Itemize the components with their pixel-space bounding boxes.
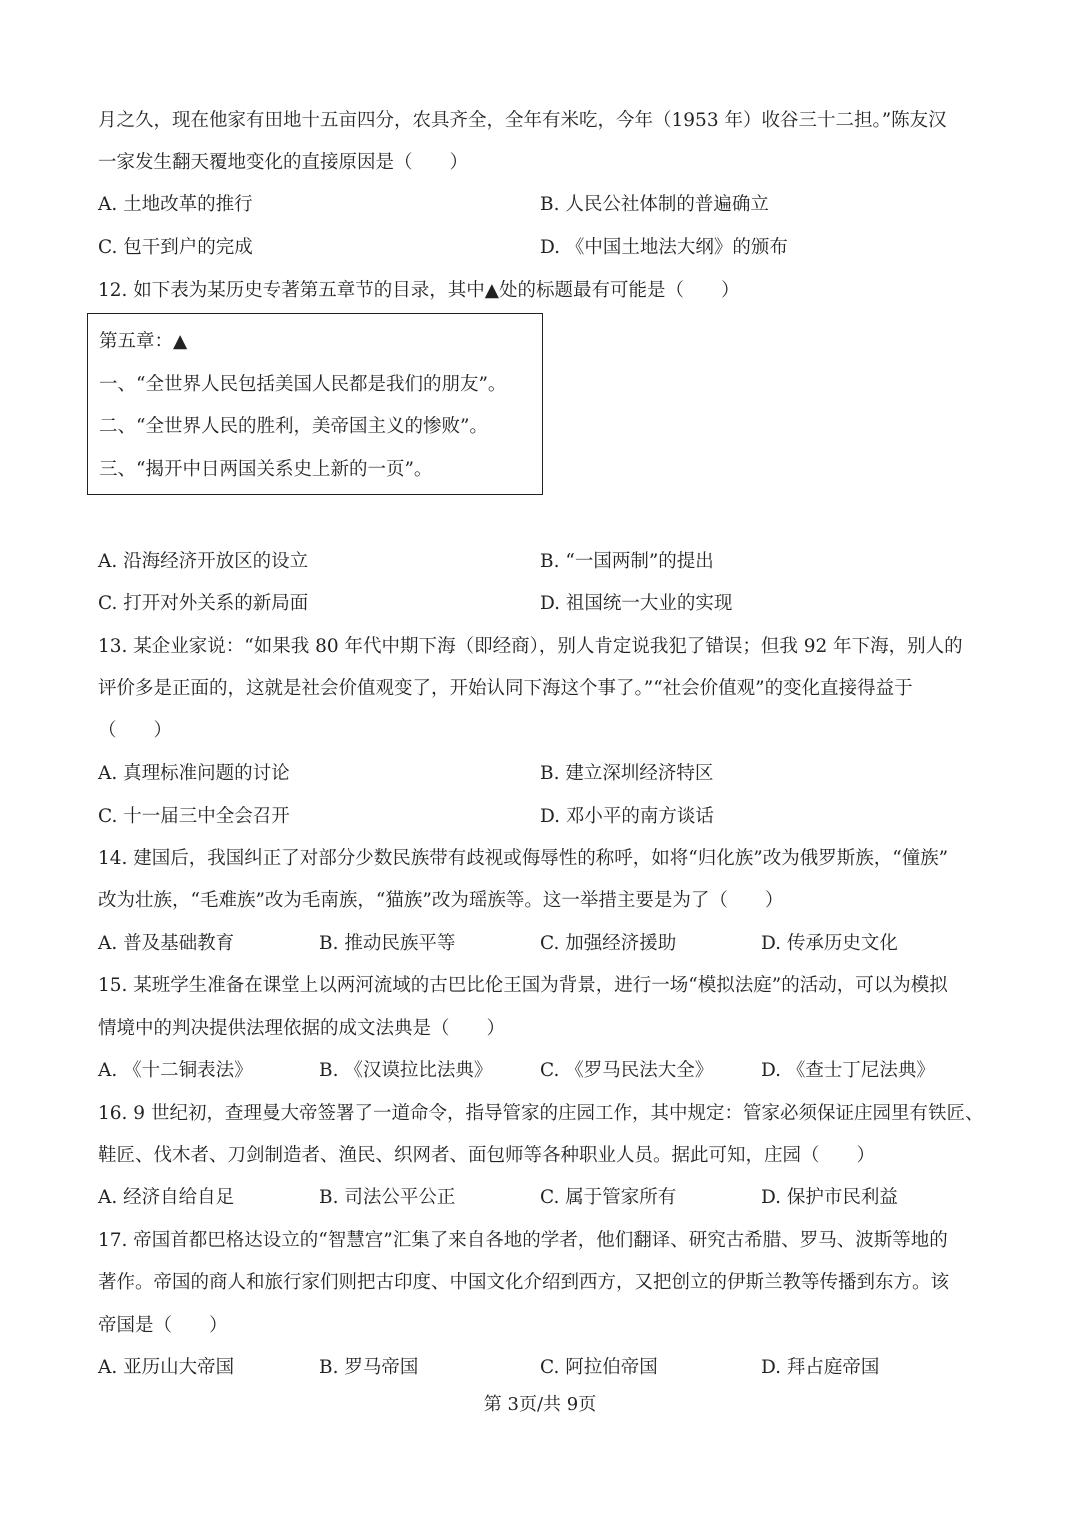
q14-text-line: 改为壮族，“毛难族”改为毛南族，“猫族”改为瑶族等。这一举措主要是为了（ ） — [98, 890, 784, 911]
q17-text-line: 帝国是（ ） — [98, 1315, 228, 1336]
q13-option-d: D. 邓小平的南方谈话 — [540, 806, 714, 827]
q12-table-row: 三、“揭开中日两国关系史上新的一页”。 — [99, 459, 433, 480]
q14-option-a: A. 普及基础教育 — [98, 933, 235, 954]
q17-text-line: 著作。帝国的商人和旅行家们则把古印度、中国文化介绍到西方，又把创立的伊斯兰教等传播到东方。该 — [98, 1272, 950, 1293]
q13-option-c: C. 十一届三中全会召开 — [98, 806, 290, 827]
q11-text-line: 一家发生翻天覆地变化的直接原因是（ ） — [98, 152, 469, 173]
q16-option-c: C. 属于管家所有 — [540, 1187, 677, 1208]
q13-text-line: 13. 某企业家说：“如果我 80 年代中期下海（即经商），别人肯定说我犯了错误；但我 92 年下海，别人的 — [98, 636, 963, 657]
q12-option-c: C. 打开对外关系的新局面 — [98, 593, 309, 614]
q14-option-d: D. 传承历史文化 — [761, 933, 898, 954]
q11-option-c: C. 包干到户的完成 — [98, 237, 253, 258]
q15-option-b: B. 《汉谟拉比法典》 — [319, 1060, 493, 1081]
q15-text-line: 15. 某班学生准备在课堂上以两河流域的古巴比伦王国为背景，进行一场“模拟法庭”的活动，可以为模拟 — [98, 975, 948, 996]
q13-option-b: B. 建立深圳经济特区 — [540, 763, 714, 784]
q17-option-b: B. 罗马帝国 — [319, 1357, 419, 1378]
q12-option-a: A. 沿海经济开放区的设立 — [98, 551, 309, 572]
q15-option-d: D. 《查士丁尼法典》 — [761, 1060, 935, 1081]
q12-table-row: 二、“全世界人民的胜利，美帝国主义的惨败”。 — [99, 416, 488, 437]
q16-option-b: B. 司法公平公正 — [319, 1187, 456, 1208]
q12-table-box — [87, 313, 543, 495]
q14-option-c: C. 加强经济援助 — [540, 933, 677, 954]
q17-option-d: D. 拜占庭帝国 — [761, 1357, 880, 1378]
q12-stem: 12. 如下表为某历史专著第五章节的目录，其中▲处的标题最有可能是（ ） — [98, 280, 740, 301]
q16-text-line: 16. 9 世纪初，查理曼大帝签署了一道命令，指导管家的庄园工作，其中规定：管家必须保证庄园里有铁匠、 — [98, 1103, 984, 1124]
q17-text-line: 17. 帝国首都巴格达设立的“智慧宫”汇集了来自各地的学者，他们翻译、研究古希腊、罗马、波斯等地的 — [98, 1230, 948, 1251]
q16-text-line: 鞋匠、伐木者、刀剑制造者、渔民、织网者、面包师等各种职业人员。据此可知，庄园（ ） — [98, 1145, 876, 1166]
q13-option-a: A. 真理标准问题的讨论 — [98, 763, 290, 784]
q17-option-c: C. 阿拉伯帝国 — [540, 1357, 658, 1378]
q12-option-b: B. “一国两制”的提出 — [540, 551, 714, 572]
q11-option-b: B. 人民公社体制的普遍确立 — [540, 194, 769, 215]
q12-table-row: 第五章：▲ — [99, 331, 188, 352]
q12-option-d: D. 祖国统一大业的实现 — [540, 593, 733, 614]
q11-option-a: A. 土地改革的推行 — [98, 194, 253, 215]
q11-text-line: 月之久，现在他家有田地十五亩四分，农具齐全，全年有米吃，今年（1953 年）收谷三十二担。”陈友汉 — [98, 110, 947, 131]
q15-option-c: C. 《罗马民法大全》 — [540, 1060, 714, 1081]
q11-option-d: D. 《中国土地法大纲》的颁布 — [540, 237, 788, 258]
q12-table-row: 一、“全世界人民包括美国人民都是我们的朋友”。 — [99, 374, 507, 395]
q14-option-b: B. 推动民族平等 — [319, 933, 456, 954]
q14-text-line: 14. 建国后，我国纠正了对部分少数民族带有歧视或侮辱性的称呼，如将“归化族”改为俄罗斯族，“僮族” — [98, 848, 949, 869]
q16-option-d: D. 保护市民利益 — [761, 1187, 898, 1208]
q15-option-a: A. 《十二铜表法》 — [98, 1060, 253, 1081]
page-number-footer: 第 3页/共 9页 — [483, 1394, 597, 1415]
q13-text-line: （ ） — [98, 720, 173, 741]
q16-option-a: A. 经济自给自足 — [98, 1187, 235, 1208]
q15-text-line: 情境中的判决提供法理依据的成文法典是（ ） — [98, 1018, 506, 1039]
q13-text-line: 评价多是正面的，这就是社会价值观变了，开始认同下海这个事了。”“社会价值观”的变化直接得益于 — [98, 678, 913, 699]
q17-option-a: A. 亚历山大帝国 — [98, 1357, 235, 1378]
